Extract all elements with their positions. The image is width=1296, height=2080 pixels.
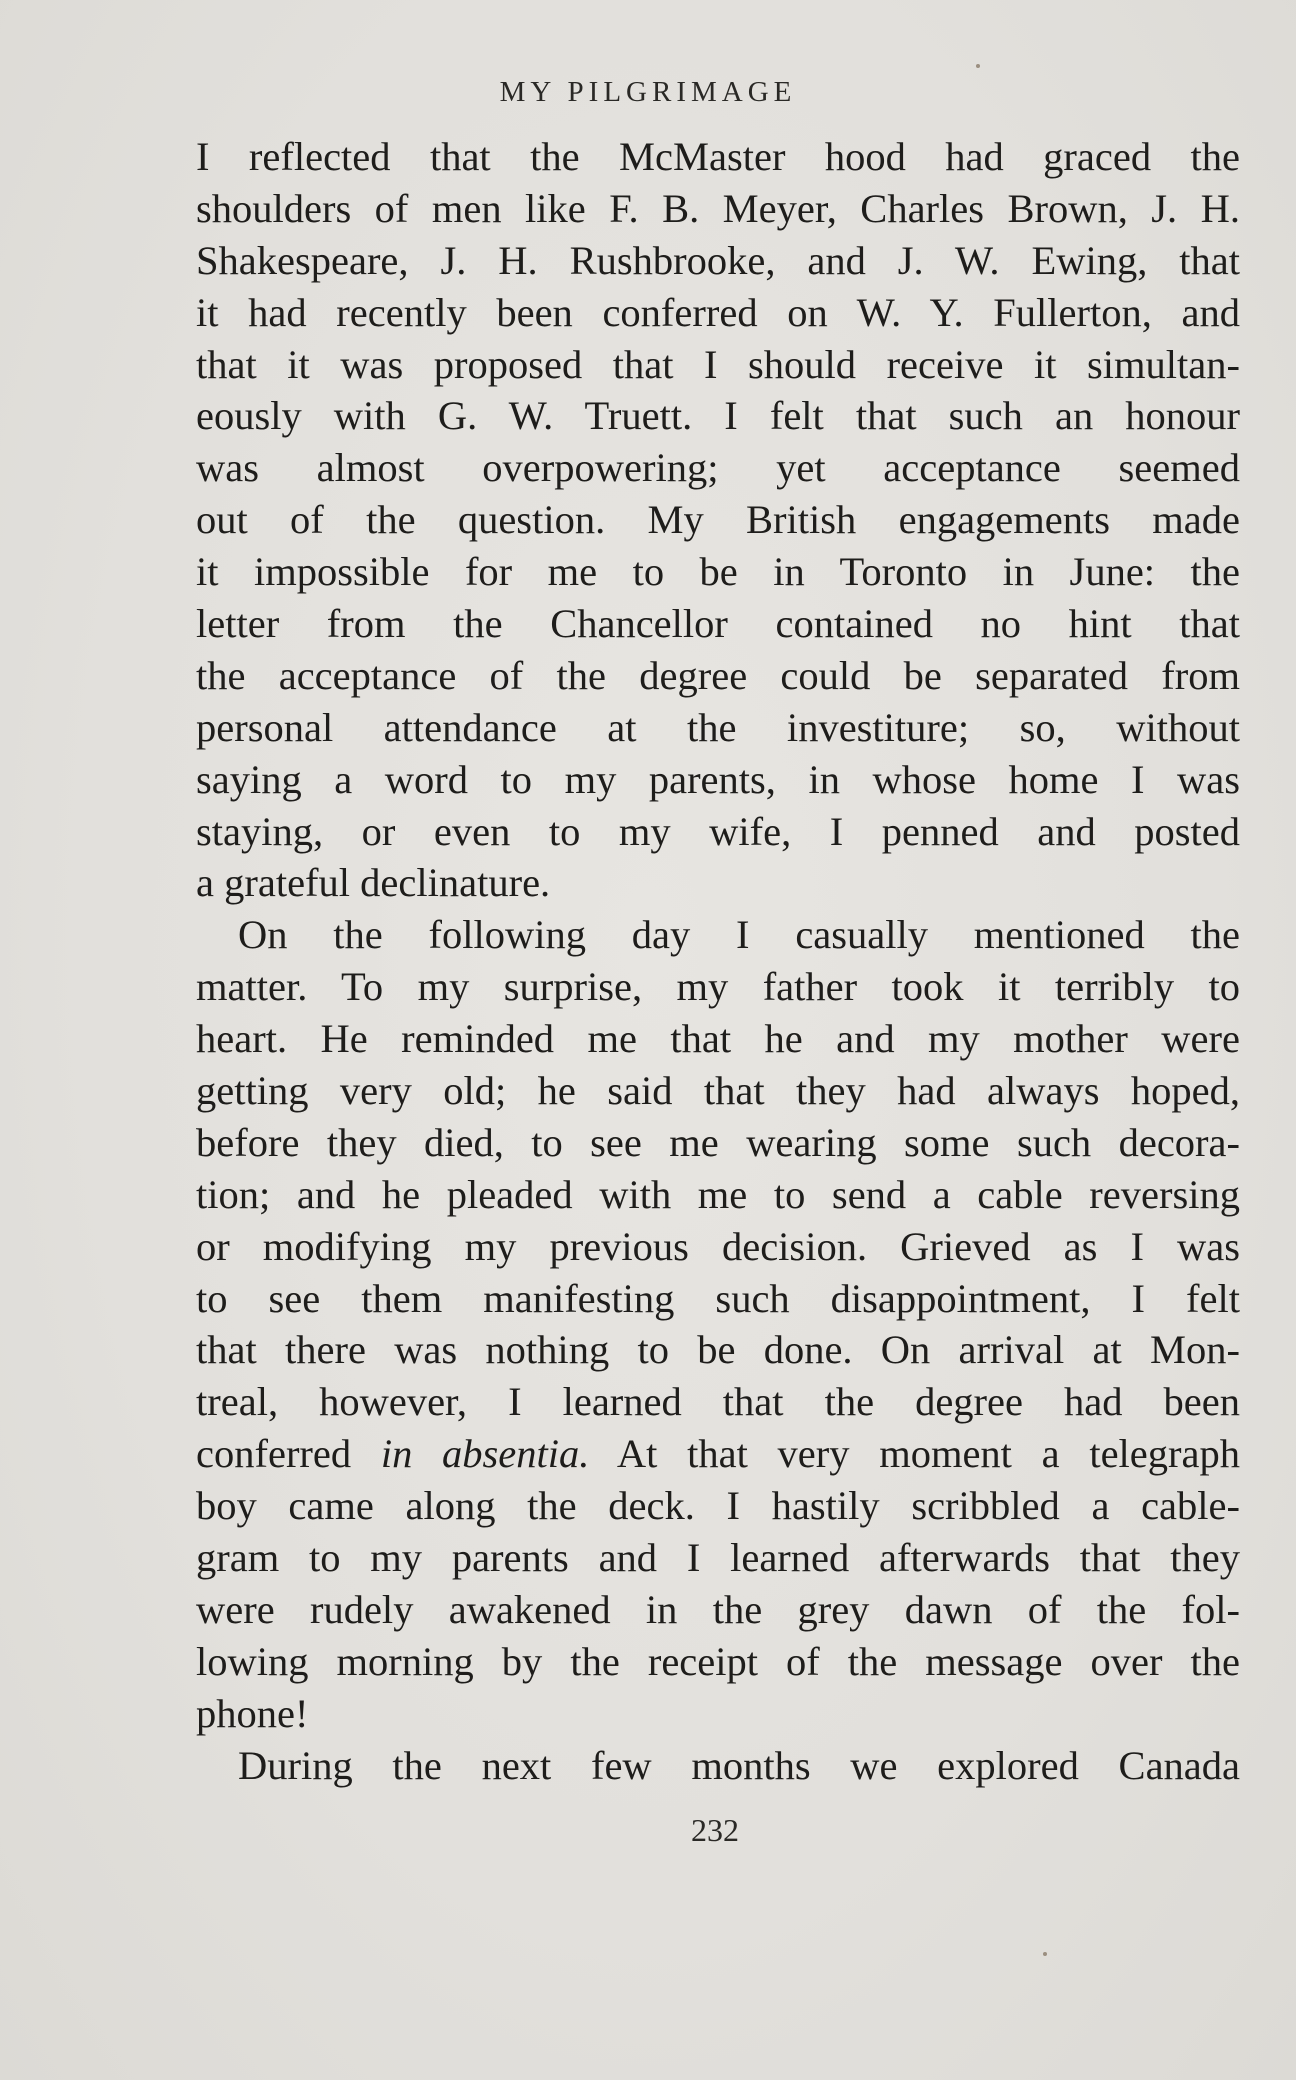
text-line: personal attendance at the investiture; so, without (196, 704, 1240, 750)
text-line: it impossible for me to be in Toronto in June: the (196, 549, 1240, 595)
italic-phrase: in absentia. (380, 1431, 590, 1477)
running-header: MY PILGRIMAGE (499, 76, 797, 108)
text-line: it had recently been conferred on W. Y. Fullerton, and (196, 289, 1240, 335)
text-line: Shakespeare, J. H. Rushbrooke, and J. W. Ewing, that (196, 237, 1240, 283)
text-line: the acceptance of the degree could be separated from (196, 652, 1240, 698)
text-line: On the following day I casually mentioned the (238, 912, 1240, 958)
text-line: that there was nothing to be done. On arrival at Mon- (196, 1327, 1240, 1373)
text-line: getting very old; he said that they had always hoped, (196, 1068, 1240, 1114)
body-text (196, 131, 1240, 1792)
text-fragment: conferred (196, 1431, 381, 1477)
text-line: phone! (196, 1690, 309, 1736)
text-line: eously with G. W. Truett. I felt that such an honour (196, 393, 1240, 439)
text-line: to see them manifesting such disappointment, I felt (196, 1275, 1240, 1321)
text-line: shoulders of men like F. B. Meyer, Charles Brown, J. H. (196, 185, 1240, 231)
text-line: I reflected that the McMaster hood had graced the (196, 134, 1240, 179)
text-line: out of the question. My British engagements made (196, 497, 1240, 543)
text-line: matter. To my surprise, my father took it terribly to (196, 964, 1240, 1010)
text-line: saying a word to my parents, in whose home I was (196, 756, 1240, 802)
text-line: boy came along the deck. I hastily scribbled a cable- (196, 1483, 1240, 1529)
text-line: that it was proposed that I should receive it simultan- (196, 341, 1240, 387)
text-line: was almost overpowering; yet acceptance seemed (196, 445, 1240, 491)
text-line: gram to my parents and I learned afterwards that they (196, 1535, 1240, 1581)
text-line: heart. He reminded me that he and my mother were (196, 1016, 1240, 1062)
text-line: letter from the Chancellor contained no hint that (196, 601, 1240, 647)
text-line: a grateful declinature. (196, 860, 551, 906)
text-line: treal, however, I learned that the degree had been (196, 1379, 1240, 1425)
paper-speck (1043, 1952, 1047, 1956)
text-fragment: At that very moment a telegraph (589, 1431, 1240, 1477)
text-line: before they died, to see me wearing some such decora- (196, 1119, 1240, 1165)
text-line: lowing morning by the receipt of the message over the (196, 1638, 1240, 1684)
text-line: staying, or even to my wife, I penned and posted (196, 808, 1240, 854)
text-line: or modifying my previous decision. Grieved as I was (196, 1223, 1240, 1269)
paper-speck (976, 64, 980, 68)
text-line: During the next few months we explored Canada (238, 1742, 1240, 1788)
text-line: were rudely awakened in the grey dawn of the fol- (196, 1586, 1240, 1632)
page-number: 232 (691, 1812, 739, 1848)
text-line: tion; and he pleaded with me to send a cable reversing (196, 1171, 1240, 1217)
text-line-with-italic (196, 1428, 1240, 1480)
